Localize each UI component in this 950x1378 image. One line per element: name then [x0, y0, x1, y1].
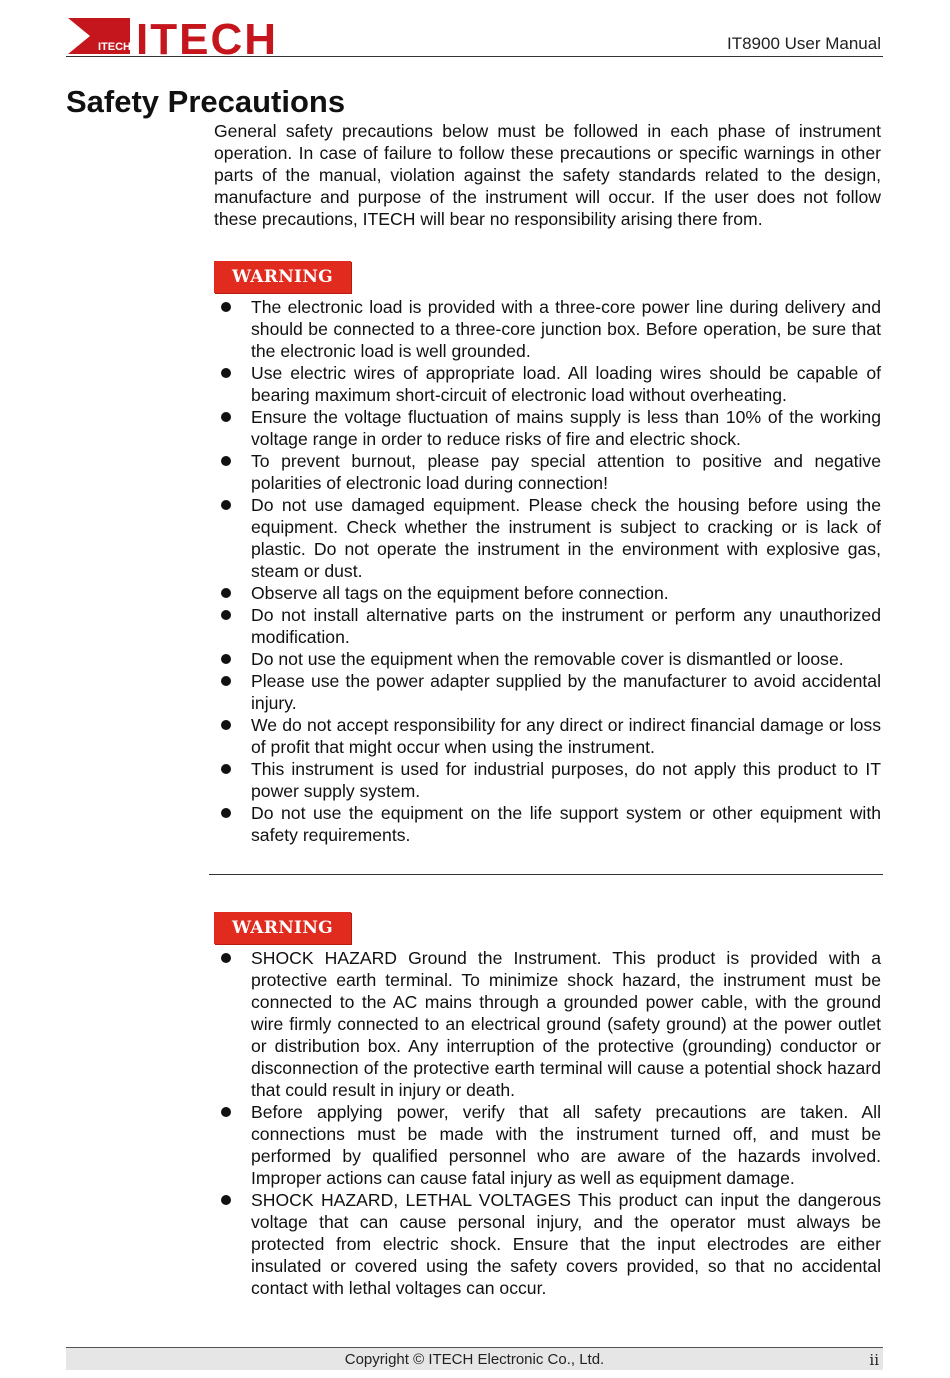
list-item — [214, 362, 881, 406]
bullet-icon — [221, 588, 231, 598]
bullet-icon — [221, 808, 231, 818]
list-item-text: Do not use the equipment when the removable cover is dismantled or loose. — [251, 649, 844, 669]
list-item — [214, 1189, 881, 1299]
bullet-icon — [221, 368, 231, 378]
list-item-text: Use electric wires of appropriate load. All loading wires should be capable of bearing maximum short-circuit of electronic load without overheating. — [251, 363, 881, 405]
list-item-text: The electronic load is provided with a three-core power line during delivery and should be connected to a three-core junction box. Before operation, be sure that the electronic load is well grounded. — [251, 297, 881, 361]
list-item — [214, 296, 881, 362]
list-item-text: Observe all tags on the equipment before connection. — [251, 583, 669, 603]
bullet-icon — [221, 412, 231, 422]
list-item — [214, 494, 881, 582]
list-item — [214, 648, 881, 670]
warning-list-2 — [214, 947, 881, 1299]
list-item-text: Do not use the equipment on the life support system or other equipment with safety requirements. — [251, 803, 881, 845]
list-item — [214, 714, 881, 758]
page-footer — [66, 1347, 883, 1370]
bullet-icon — [221, 1107, 231, 1117]
list-item-text: Do not install alternative parts on the instrument or perform any unauthorized modification. — [251, 605, 881, 647]
warning-badge-2: WARNING — [214, 912, 351, 944]
list-item-text: This instrument is used for industrial purposes, do not apply this product to IT power supply system. — [251, 759, 881, 801]
list-item — [214, 670, 881, 714]
list-item — [214, 758, 881, 802]
svg-text:ITECH: ITECH — [136, 15, 278, 58]
list-item — [214, 450, 881, 494]
bullet-icon — [221, 720, 231, 730]
list-item-text: Before applying power, verify that all safety precautions are taken. All connections must be made with the instrument turned off, and must be performed by qualified personnel who are aware of the hazards involved. Improper actions can cause fatal injury as well as equipment damage. — [251, 1102, 881, 1188]
list-item — [214, 802, 881, 846]
page-number: ii — [869, 1351, 879, 1369]
warning-list-1 — [214, 296, 881, 846]
list-item-text: We do not accept responsibility for any direct or indirect financial damage or loss of profit that might occur when using the instrument. — [251, 715, 881, 757]
list-item-text: Please use the power adapter supplied by the manufacturer to avoid accidental injury. — [251, 671, 881, 713]
list-item-text: To prevent burnout, please pay special attention to positive and negative polarities of electronic load during connection! — [251, 451, 881, 493]
bullet-icon — [221, 302, 231, 312]
bullet-icon — [221, 764, 231, 774]
copyright-text: Copyright © ITECH Electronic Co., Ltd. — [344, 1351, 605, 1368]
list-item-text: Do not use damaged equipment. Please check the housing before using the equipment. Check whether the instrument is subject to cracking or is lack of plastic. Do not operate the instrument in the environment with explosive gas, steam or dust. — [251, 495, 881, 581]
bullet-icon — [221, 654, 231, 664]
list-item-text: SHOCK HAZARD, LETHAL VOLTAGES This product can input the dangerous voltage that can cause personal injury, and the operator must always be protected from electric shock. Ensure that the input electrodes are either insulated or covered using the safety covers provided, so that no accidental contact with lethal voltages can occur. — [251, 1190, 881, 1298]
itech-logo — [68, 14, 300, 58]
intro-paragraph: General safety precautions below must be followed in each phase of instrument operation. In case of failure to follow these precautions or specific warnings in other parts of the manual, violation against the safety standards related to the design, manufacture and purpose of the instrument will occur. If the user does not follow these precautions, ITECH will bear no responsibility arising there from. — [214, 121, 881, 229]
page-header — [66, 12, 883, 57]
bullet-icon — [221, 500, 231, 510]
bullet-icon — [221, 676, 231, 686]
list-item — [214, 1101, 881, 1189]
list-item-text: SHOCK HAZARD Ground the Instrument. This product is provided with a protective earth terminal. To minimize shock hazard, the instrument must be connected to the AC mains through a grounded power cable, with the ground wire firmly connected to an electrical ground (safety ground) at the power outlet or distribution box. Any interruption of the protective (grounding) conductor or disconnection of the protective earth terminal will cause a potential shock hazard that could result in injury or death. — [251, 948, 881, 1100]
list-item — [214, 406, 881, 450]
page-title: Safety Precautions — [66, 84, 346, 119]
bullet-icon — [221, 456, 231, 466]
svg-text:ITECH: ITECH — [98, 41, 131, 53]
list-item — [214, 582, 881, 604]
list-item — [214, 604, 881, 648]
bullet-icon — [221, 953, 231, 963]
bullet-icon — [221, 1195, 231, 1205]
warning-badge-1: WARNING — [214, 261, 351, 293]
section-divider — [209, 874, 883, 875]
manual-title: IT8900 User Manual — [726, 34, 881, 53]
list-item-text: Ensure the voltage fluctuation of mains supply is less than 10% of the working voltage range in order to reduce risks of fire and electric shock. — [251, 407, 881, 449]
bullet-icon — [221, 610, 231, 620]
list-item — [214, 947, 881, 1101]
